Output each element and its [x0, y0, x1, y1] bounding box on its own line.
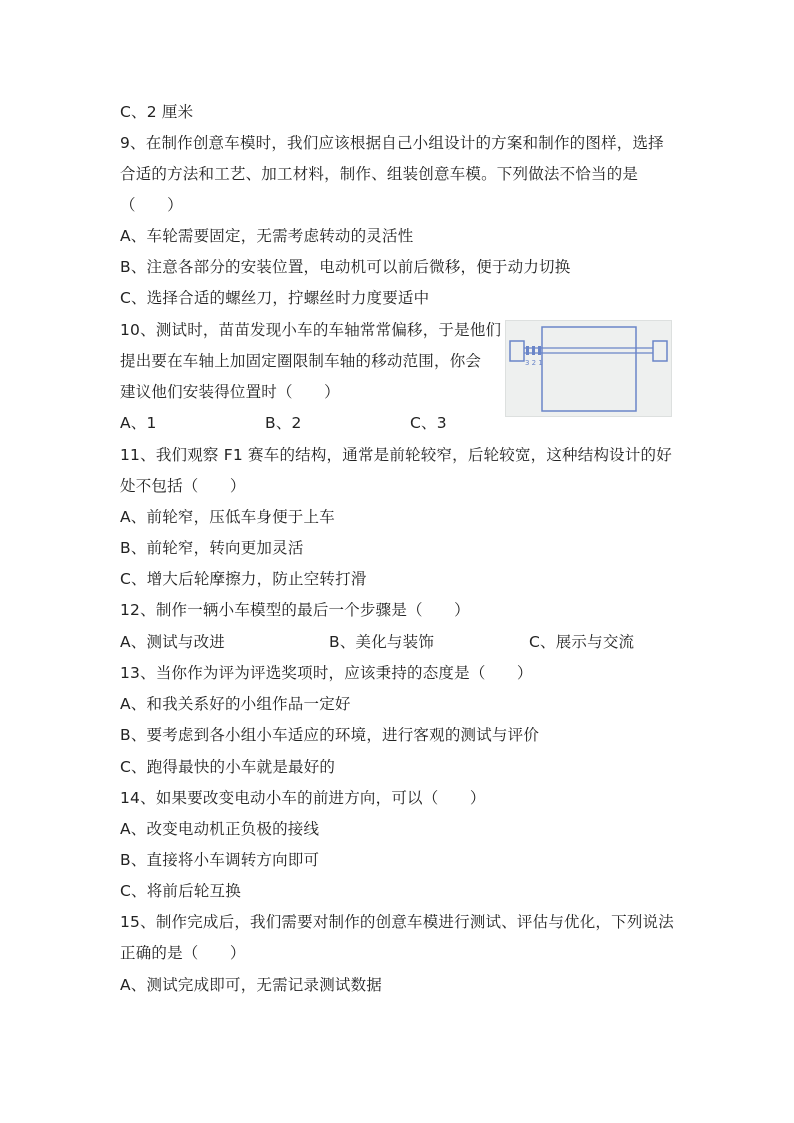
q11-text-line2: 处不包括（ ） — [120, 477, 246, 495]
q8-option-c: C、2 厘米 — [120, 103, 194, 121]
q15-text-line2: 正确的是（ ） — [120, 944, 246, 962]
q11-text-line1: 11、我们观察 F1 赛车的结构，通常是前轮较窄，后轮较宽，这种结构设计的好 — [120, 446, 672, 464]
q13-option-c: C、跑得最快的小车就是最好的 — [120, 758, 336, 776]
q11-option-c: C、增大后轮摩擦力，防止空转打滑 — [120, 570, 367, 588]
q11-option-b: B、前轮窄，转向更加灵活 — [120, 539, 304, 557]
right-wheel — [653, 341, 667, 361]
left-wheel — [510, 341, 524, 361]
q12-option-a: A、测试与改进 — [120, 633, 226, 651]
q10-text-line2: 提出要在车轴上加固定圈限制车轴的移动范围，你会 — [120, 352, 482, 370]
q13-option-a: A、和我关系好的小组作品一定好 — [120, 695, 351, 713]
car-body-outline — [542, 327, 636, 411]
q9-text-line2: 合适的方法和工艺、加工材料，制作、组装创意车模。下列做法不恰当的是 — [120, 165, 639, 183]
q10-option-c: C、3 — [410, 414, 447, 432]
q14-option-c: C、将前后轮互换 — [120, 882, 241, 900]
q9-option-a: A、车轮需要固定，无需考虑转动的灵活性 — [120, 227, 414, 245]
q14-option-a: A、改变电动机正负极的接线 — [120, 820, 320, 838]
q14-text: 14、如果要改变电动小车的前进方向，可以（ ） — [120, 789, 486, 807]
q12-option-c: C、展示与交流 — [529, 633, 635, 651]
q10-text-line3: 建议他们安装得位置时（ ） — [120, 383, 340, 401]
axle-diagram-svg — [506, 321, 671, 416]
q11-option-a: A、前轮窄，压低车身便于上车 — [120, 508, 335, 526]
q10-text-line1: 10、测试时，苗苗发现小车的车轴常常偏移，于是他们 — [120, 321, 502, 339]
axle-ring-2 — [532, 346, 535, 355]
q9-option-c: C、选择合适的螺丝刀，拧螺丝时力度要适中 — [120, 289, 430, 307]
axle-ring-3 — [526, 346, 529, 355]
q9-option-b: B、注意各部分的安装位置，电动机可以前后微移，便于动力切换 — [120, 258, 571, 276]
q10-option-b: B、2 — [265, 414, 302, 432]
q13-text: 13、当你作为评为评选奖项时，应该秉持的态度是（ ） — [120, 664, 533, 682]
q12-text: 12、制作一辆小车模型的最后一个步骤是（ ） — [120, 601, 470, 619]
q15-option-a: A、测试完成即可，无需记录测试数据 — [120, 976, 383, 994]
q13-option-b: B、要考虑到各小组小车适应的环境，进行客观的测试与评价 — [120, 726, 540, 744]
axle-diagram — [505, 320, 672, 417]
q14-option-b: B、直接将小车调转方向即可 — [120, 851, 320, 869]
q15-text-line1: 15、制作完成后，我们需要对制作的创意车模进行测试、评估与优化，下列说法 — [120, 913, 674, 931]
q9-answer-blank: （ ） — [120, 196, 183, 214]
axle-ring-1 — [538, 346, 541, 355]
ring-position-labels: 3 2 1 — [525, 359, 543, 367]
q12-option-b: B、美化与装饰 — [329, 633, 435, 651]
q10-option-a: A、1 — [120, 414, 157, 432]
q9-text-line1: 9、在制作创意车模时，我们应该根据自己小组设计的方案和制作的图样，选择 — [120, 134, 664, 152]
